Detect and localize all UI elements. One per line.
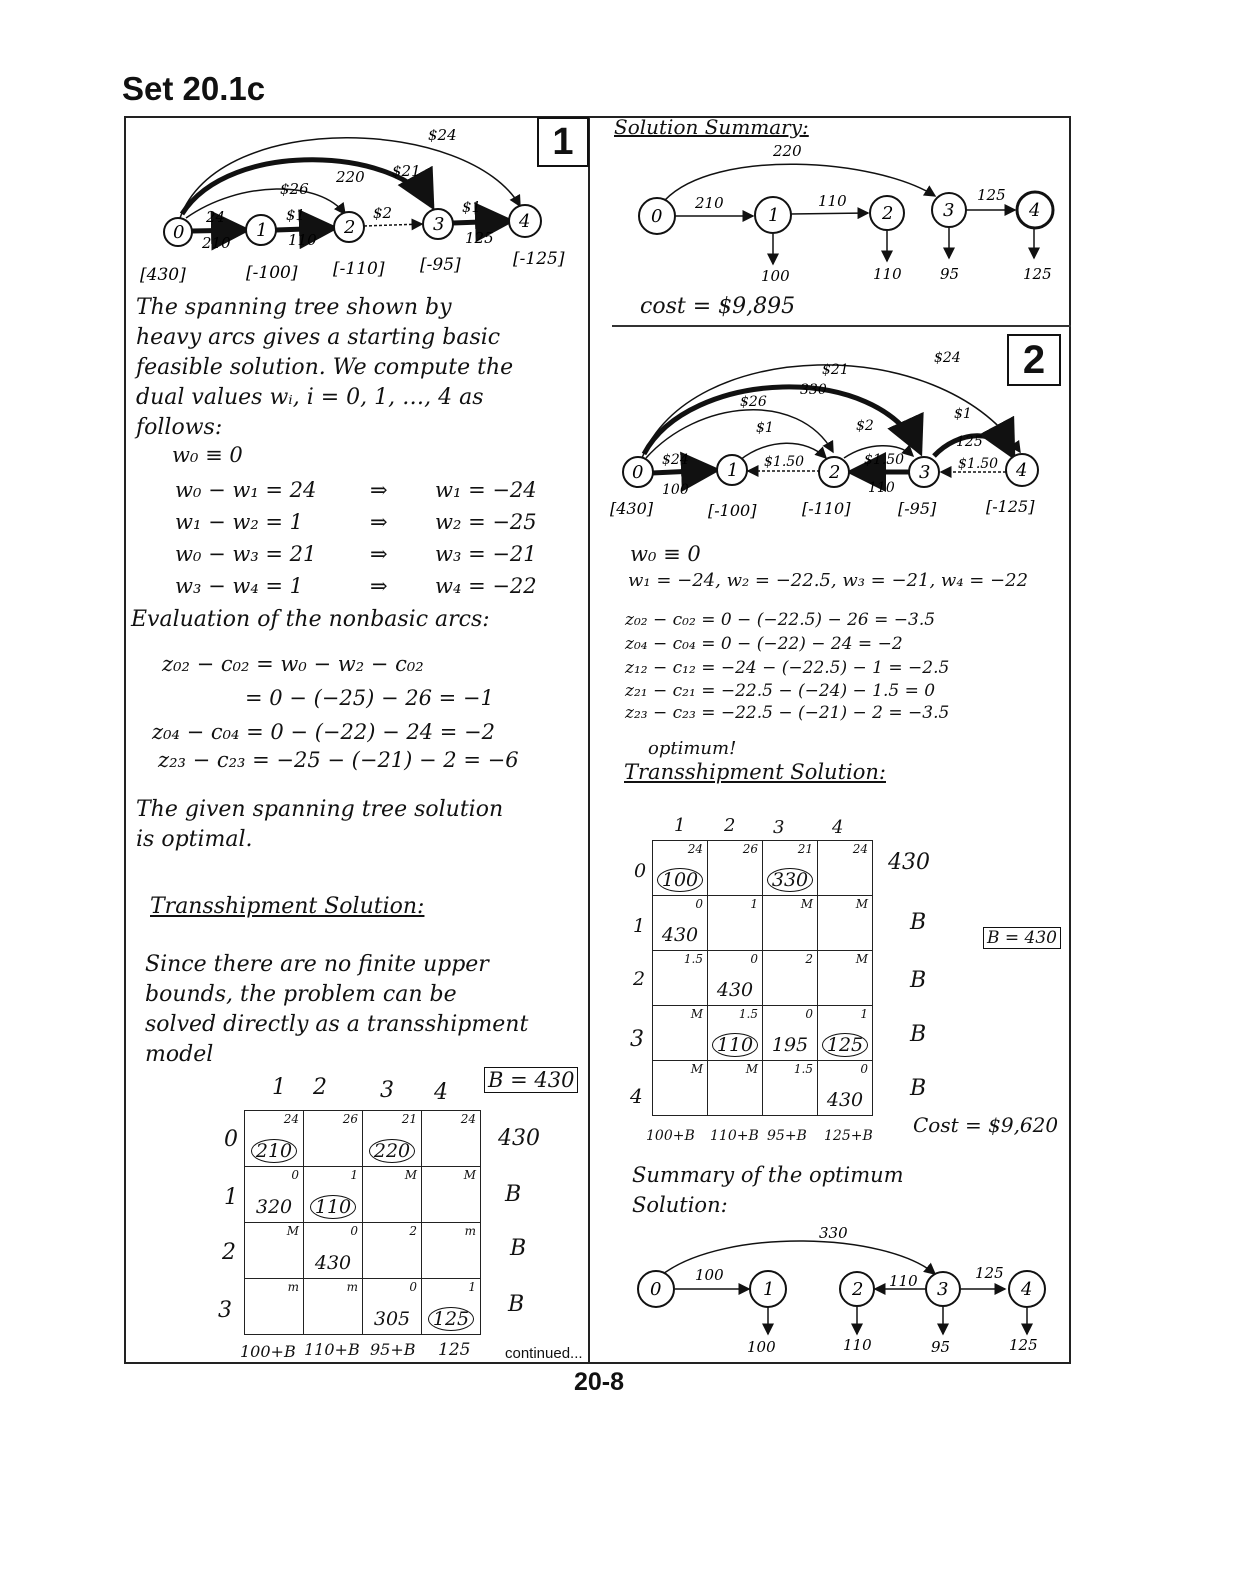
row-header: 0 (634, 860, 647, 882)
summary-cost-1: cost = $9,895 (640, 294, 796, 319)
node-output: 110 (873, 265, 902, 283)
col-header: 4 (434, 1080, 448, 1105)
text-line: is optimal. (136, 827, 253, 852)
node-label: 3 (919, 462, 931, 483)
table-cell (363, 1279, 422, 1335)
node-label: 2 (852, 1279, 864, 1300)
cell-cost: M (463, 1168, 476, 1182)
col-demand: 95+B (767, 1128, 807, 1144)
cell-cost: 24 (687, 842, 703, 856)
table-cell (245, 1279, 304, 1335)
text-line: Solution: (632, 1193, 728, 1217)
row-supply: B (508, 1292, 525, 1317)
arc-flow: 220 (773, 142, 802, 160)
row-supply: B (510, 1236, 527, 1261)
cell-value-text: 320 (255, 1196, 293, 1218)
node-label: 3 (433, 214, 445, 235)
node-label: 4 (1021, 1279, 1033, 1300)
arc-cost: $21 (392, 162, 421, 180)
text-line: Since there are no finite upper (145, 952, 489, 977)
text-line: solved directly as a transshipment (145, 1012, 529, 1037)
evaluation-line: z₀₄ − c₀₄ = 0 − (−22) − 24 = −2 (625, 634, 903, 654)
row-supply: B (910, 1076, 927, 1101)
col-header: 2 (724, 815, 736, 836)
node-output: 100 (747, 1338, 776, 1356)
arc-cost: $1 (954, 406, 972, 422)
cell-cost: 1 (750, 897, 758, 911)
cell-value-text: 430 (826, 1089, 864, 1111)
node-supply: [-100] (246, 263, 298, 283)
evaluation-line: z₂₃ − c₂₃ = −22.5 − (−21) − 2 = −3.5 (625, 703, 950, 723)
cell-value-text: 430 (716, 979, 754, 1001)
cell-cost: 0 (350, 1224, 358, 1238)
text-line: The spanning tree shown by (136, 295, 452, 320)
cell-value (245, 1140, 303, 1162)
arc-flow: 125 (977, 186, 1006, 204)
cell-value-text: 330 (767, 868, 813, 892)
cell-cost: 0 (291, 1168, 299, 1182)
cell-cost: 1.5 (738, 1007, 758, 1021)
node-label: 1 (727, 460, 739, 481)
node-supply: [-110] (333, 259, 385, 279)
node-supply: [-110] (802, 499, 851, 518)
cell-cost: 0 (860, 1062, 868, 1076)
arc-cost: $24 (934, 350, 961, 366)
node-output: 95 (931, 1338, 951, 1356)
cell-value (422, 1308, 480, 1330)
right-section-divider (612, 325, 1071, 327)
cell-cost: 21 (401, 1112, 417, 1126)
cell-value (708, 979, 762, 1001)
node-label: 2 (344, 217, 356, 238)
row-header: 2 (633, 968, 646, 990)
dual-w0: w₀ ≡ 0 (172, 443, 243, 467)
node-label: 4 (1016, 460, 1028, 481)
table-row (245, 1167, 481, 1223)
dual-equations: w₀ − w₁ = 24 ⇒ w₁ = −24 w₁ − w₂ = 1 ⇒ w₂ = −25 w₀ − w₃ = 21 ⇒ w₃ = −21 w₃ − w₄ = 1 ⇒ w₄ = −22 (175, 478, 537, 598)
arc-flow: 110 (818, 192, 847, 210)
arc-1-2 (276, 228, 334, 230)
cell-value-text: 430 (314, 1252, 352, 1274)
table-cell (422, 1111, 481, 1167)
network-diagram-2 (608, 340, 1058, 520)
evaluations-2 (625, 610, 949, 725)
text-line: The given spanning tree solution (136, 797, 504, 822)
node-supply: [430] (140, 265, 186, 285)
text-line: feasible solution. We compute the (136, 355, 514, 380)
node-supply: [-100] (708, 501, 757, 520)
arc-cost: $1 (462, 198, 482, 216)
arc-cost: $1 (756, 420, 774, 436)
cell-cost: 26 (742, 842, 758, 856)
table-cell (245, 1167, 304, 1223)
table-cell (422, 1279, 481, 1335)
continued-note: continued... (505, 1345, 583, 1362)
cell-cost: 1 (468, 1280, 476, 1294)
cell-value-text: 125 (822, 1033, 868, 1057)
table-cell (763, 1061, 818, 1116)
row-header: 1 (224, 1185, 238, 1210)
node-label: 2 (829, 462, 841, 483)
table-cell (653, 896, 708, 951)
table-row (653, 1006, 873, 1061)
node-label: 0 (632, 462, 644, 483)
cell-value-text: 305 (373, 1308, 411, 1330)
table-cell (818, 896, 873, 951)
table-row (245, 1223, 481, 1279)
cell-value-text: 430 (661, 924, 699, 946)
cell-cost: 24 (460, 1112, 476, 1126)
node-label: 0 (651, 206, 663, 227)
network-diagram-1 (140, 118, 580, 288)
col-header: 3 (380, 1078, 394, 1103)
row-supply: 430 (888, 850, 930, 875)
cell-cost: 1.5 (683, 952, 703, 966)
col-demand: 110+B (710, 1128, 759, 1144)
transshipment-table-2 (652, 840, 873, 1116)
problem-number-1: 1 (537, 117, 589, 167)
evaluation-line: z₂₃ − c₂₃ = −25 − (−21) − 2 = −6 (158, 748, 519, 772)
cell-cost: M (855, 952, 868, 966)
equation-rhs: w₄ = −22 (435, 574, 537, 598)
table-cell (653, 841, 708, 896)
row-header: 3 (630, 1027, 644, 1052)
cell-value-text: 195 (771, 1034, 809, 1056)
cell-cost: M (800, 897, 813, 911)
table-row (653, 896, 873, 951)
cell-value (818, 1089, 872, 1111)
col-demand: 100+B (240, 1342, 296, 1361)
cell-value (708, 1034, 762, 1056)
col-header: 3 (773, 817, 785, 838)
arc-cost: $2 (373, 204, 393, 222)
arc-cost: $24 (662, 452, 689, 468)
cell-cost: m (464, 1224, 476, 1238)
summary-network-1 (625, 138, 1070, 288)
transshipment-paragraph (145, 950, 528, 1070)
cell-cost: 0 (805, 1007, 813, 1021)
page-title: Set 20.1c (122, 70, 266, 107)
equation-lhs: w₀ − w₃ = 21 (175, 542, 317, 566)
arc-3-4 (453, 221, 510, 223)
b-value-label-2: B = 430 (983, 928, 1061, 948)
node-output: 125 (1023, 265, 1052, 283)
col-demand: 100+B (646, 1128, 695, 1144)
cell-cost: 1 (860, 1007, 868, 1021)
problem-number-2: 2 (1007, 334, 1061, 386)
conclusion (136, 795, 503, 855)
table-cell (818, 951, 873, 1006)
text-line: dual values wᵢ, i = 0, 1, …, 4 as (136, 385, 484, 410)
text-line: follows: (136, 415, 223, 440)
table-cell (763, 1006, 818, 1061)
arc-flow: 100 (695, 1266, 724, 1284)
equation-rhs: w₂ = −25 (435, 510, 537, 534)
arc-cost: $2 (856, 418, 874, 434)
node-label: 0 (650, 1279, 662, 1300)
table-cell (363, 1223, 422, 1279)
cell-value-text: 110 (712, 1033, 758, 1057)
table-row (653, 951, 873, 1006)
text-line: heavy arcs gives a starting basic (136, 325, 501, 350)
cell-value (304, 1196, 362, 1218)
arc-flow: 100 (662, 482, 689, 498)
arc-cost: $1 (286, 206, 306, 224)
node-supply: [-95] (420, 255, 461, 275)
table-cell (304, 1167, 363, 1223)
arc-flow: 110 (868, 480, 895, 496)
col-header: 1 (674, 815, 686, 836)
cell-cost: M (855, 897, 868, 911)
arc-flow: 330 (819, 1224, 848, 1242)
text-line: Summary of the optimum (632, 1163, 904, 1187)
node-label: 0 (173, 222, 185, 243)
node-output: 125 (1009, 1336, 1038, 1354)
transshipment-table-1 (244, 1110, 481, 1335)
node-supply: [-125] (513, 249, 565, 269)
equation-lhs: w₀ − w₁ = 24 (175, 478, 317, 502)
node-label: 1 (256, 220, 268, 241)
equation-rhs: w₃ = −21 (435, 542, 537, 566)
evaluation-line: z₂₁ − c₂₁ = −22.5 − (−24) − 1.5 = 0 (625, 681, 936, 701)
text-line: bounds, the problem can be (145, 982, 457, 1007)
cell-cost: 1.5 (793, 1062, 813, 1076)
table-cell (763, 896, 818, 951)
cell-value-text: 125 (428, 1307, 474, 1331)
b-value-label-1: B = 430 (484, 1068, 578, 1092)
table-cell (763, 841, 818, 896)
table-cell (818, 841, 873, 896)
optimum-note: optimum! (648, 738, 737, 759)
table-cell (708, 951, 763, 1006)
arc-0-1 (192, 230, 246, 231)
arc-flow: 110 (889, 1272, 918, 1290)
table-cell (304, 1111, 363, 1167)
node-supply: [430] (610, 499, 654, 518)
cell-value (653, 924, 707, 946)
arc-2-3 (364, 224, 422, 226)
node-supply: [-125] (986, 497, 1035, 516)
arc-flow: 220 (336, 168, 365, 186)
node-output: 110 (843, 1336, 872, 1354)
row-supply: B (505, 1182, 522, 1207)
cell-cost: m (346, 1280, 358, 1294)
col-demand: 95+B (370, 1340, 416, 1359)
table-cell (763, 951, 818, 1006)
cell-cost: 24 (283, 1112, 299, 1126)
summary-network-2 (625, 1218, 1070, 1360)
col-demand: 125+B (824, 1128, 873, 1144)
arc-flow: 125 (465, 229, 494, 247)
table-cell (708, 1061, 763, 1116)
table-row (653, 841, 873, 896)
arc-cost: $26 (280, 180, 309, 198)
row-supply: 430 (498, 1126, 540, 1151)
table-cell (708, 896, 763, 951)
equation-rhs: w₁ = −24 (435, 478, 537, 502)
transshipment-title-1: Transshipment Solution: (150, 894, 425, 919)
solution-summary-title: Solution Summary: (614, 115, 809, 139)
table-cell (422, 1167, 481, 1223)
arc-cost: $26 (740, 394, 767, 410)
table-cell (422, 1223, 481, 1279)
table-cell (653, 1061, 708, 1116)
table-cell (245, 1111, 304, 1167)
row-header: 4 (630, 1084, 643, 1108)
cell-value (763, 869, 817, 891)
text-line: model (145, 1042, 214, 1067)
evaluation-title: Evaluation of the nonbasic arcs: (131, 607, 490, 632)
cell-value (818, 1034, 872, 1056)
arc-flow: 330 (800, 382, 827, 398)
cell-cost: 26 (342, 1112, 358, 1126)
node-label: 4 (519, 211, 531, 232)
col-demand: 110+B (304, 1340, 360, 1359)
node-supply: [-95] (898, 499, 937, 518)
evaluation-line: = 0 − (−25) − 26 = −1 (245, 686, 494, 710)
cell-cost: 0 (695, 897, 703, 911)
cell-value-text: 100 (657, 868, 703, 892)
table-cell (818, 1061, 873, 1116)
arc-flow: 210 (695, 194, 724, 212)
table-row (245, 1111, 481, 1167)
cell-cost: 1 (350, 1168, 358, 1182)
cell-cost: m (287, 1280, 299, 1294)
table-cell (363, 1167, 422, 1223)
col-header: 2 (313, 1075, 327, 1100)
arc-flow: 110 (288, 231, 317, 249)
table-cell (653, 1006, 708, 1061)
cell-value-text: 210 (251, 1139, 297, 1163)
node-label: 2 (882, 203, 894, 224)
cell-cost: M (286, 1224, 299, 1238)
arc-flow: 24 (206, 208, 226, 226)
row-header: 0 (224, 1127, 238, 1152)
page-number: 20-8 (574, 1368, 625, 1396)
cell-cost: 24 (852, 842, 868, 856)
cell-value (763, 1034, 817, 1056)
arc-cost: $1.50 (864, 452, 905, 468)
row-supply: B (910, 968, 927, 993)
cell-cost: 0 (409, 1280, 417, 1294)
intro-paragraph (136, 293, 513, 443)
cell-value (363, 1140, 421, 1162)
col-header: 4 (832, 817, 844, 838)
arc-cost: $1.50 (958, 456, 999, 472)
node-label: 3 (937, 1279, 949, 1300)
node-output: 95 (940, 265, 960, 283)
cell-value (363, 1308, 421, 1330)
evaluation-line: z₀₂ − c₀₂ = 0 − (−22.5) − 26 = −3.5 (625, 610, 936, 630)
evaluation-line: z₁₂ − c₁₂ = −24 − (−22.5) − 1 = −2.5 (625, 658, 950, 678)
table-row (245, 1279, 481, 1335)
dual-w0-2: w₀ ≡ 0 (630, 542, 701, 566)
node-label: 3 (943, 200, 955, 221)
table-cell (818, 1006, 873, 1061)
arc-flow: 125 (975, 1264, 1004, 1282)
col-demand: 125 (438, 1340, 471, 1360)
table-cell (708, 1006, 763, 1061)
cell-value-text: 220 (369, 1139, 415, 1163)
cell-value (245, 1196, 303, 1218)
node-label: 1 (763, 1279, 775, 1300)
cell-cost: 21 (797, 842, 813, 856)
cell-cost: M (690, 1062, 703, 1076)
arc-flow: 125 (956, 434, 983, 450)
cell-value (653, 869, 707, 891)
node-output: 100 (761, 267, 790, 285)
arc-cost: $21 (822, 362, 849, 378)
row-header: 2 (222, 1240, 236, 1265)
row-header: 3 (218, 1298, 232, 1323)
row-supply: B (910, 1022, 927, 1047)
col-header: 1 (272, 1075, 286, 1100)
table-cell (363, 1111, 422, 1167)
cell-value-text: 110 (310, 1195, 356, 1219)
cell-cost: M (745, 1062, 758, 1076)
cell-cost: 0 (750, 952, 758, 966)
cell-value (304, 1252, 362, 1274)
table-cell (304, 1223, 363, 1279)
cost-2: Cost = $9,620 (913, 1113, 1059, 1137)
equation-lhs: w₁ − w₂ = 1 (175, 510, 304, 534)
node-label: 1 (768, 205, 780, 226)
transshipment-title-2: Transshipment Solution: (624, 760, 886, 784)
optimum-summary-title (632, 1160, 904, 1220)
arc-cost: $24 (428, 126, 457, 144)
column-divider (588, 116, 590, 1364)
row-supply: B (910, 910, 927, 935)
cell-cost: M (690, 1007, 703, 1021)
table-cell (304, 1279, 363, 1335)
evaluation-line: z₀₄ − c₀₄ = 0 − (−22) − 24 = −2 (152, 720, 495, 744)
equation-lhs: w₃ − w₄ = 1 (175, 574, 304, 598)
cell-cost: 2 (805, 952, 813, 966)
evaluation-line: z₀₂ − c₀₂ = w₀ − w₂ − c₀₂ (162, 652, 424, 676)
cell-cost: 2 (409, 1224, 417, 1238)
table-cell (708, 841, 763, 896)
table-cell (245, 1223, 304, 1279)
row-header: 1 (633, 915, 646, 937)
node-label: 4 (1029, 200, 1041, 221)
dual-values-2: w₁ = −24, w₂ = −22.5, w₃ = −21, w₄ = −22 (628, 570, 1029, 591)
arc-cost: $1.50 (764, 454, 805, 470)
table-row (653, 1061, 873, 1116)
cell-cost: M (404, 1168, 417, 1182)
table-cell (653, 951, 708, 1006)
arc-flow: 210 (202, 234, 231, 252)
